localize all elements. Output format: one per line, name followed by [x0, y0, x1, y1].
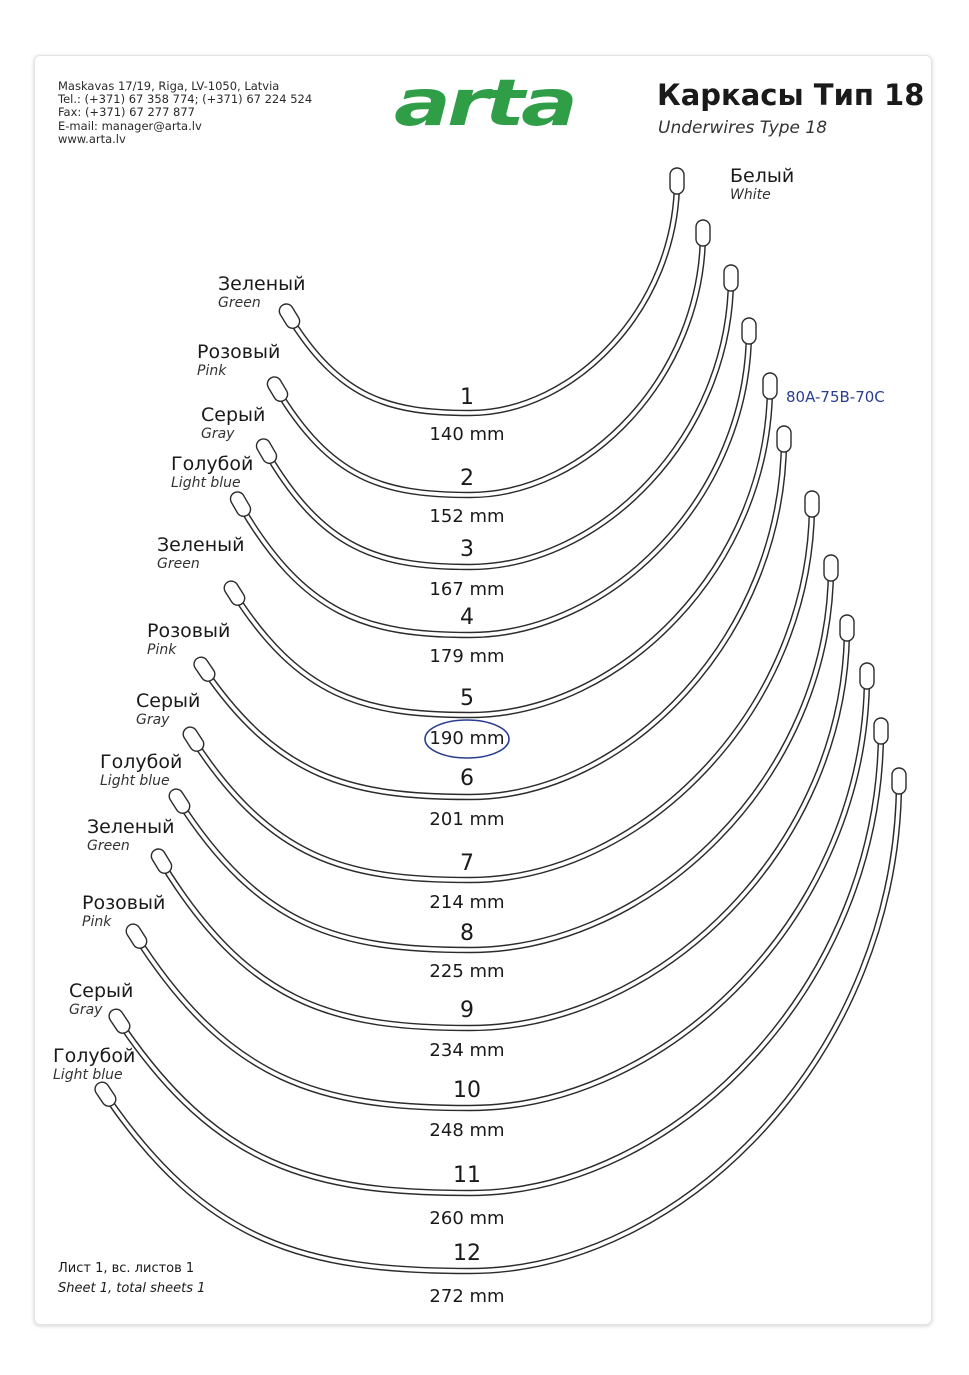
- website-line: www.arta.lv: [58, 131, 126, 146]
- color-ru: Розовый: [147, 620, 231, 642]
- underwire-tip-right: [696, 220, 710, 246]
- underwire-tip-right: [860, 663, 874, 689]
- color-ru: Серый: [69, 980, 134, 1002]
- email-line: E-mail: manager@arta.lv: [58, 118, 202, 133]
- color-en: Pink: [82, 914, 112, 930]
- fax-line: Fax: (+371) 67 277 877: [58, 105, 196, 120]
- wire-length: 179 mm: [429, 646, 505, 667]
- underwire-core-1: [288, 180, 677, 413]
- underwire-tip-right: [892, 768, 906, 794]
- color-label-wire-8: [100, 752, 182, 789]
- wire-length: 225 mm: [429, 961, 505, 982]
- color-label-wire-6: [147, 621, 230, 658]
- wire-length: 152 mm: [429, 506, 505, 527]
- underwire-core-2: [276, 232, 703, 495]
- wire-number: 2: [460, 466, 474, 491]
- wire-length: 272 mm: [429, 1286, 505, 1307]
- brand-wordmark: arta: [394, 75, 574, 137]
- color-label-wire-2: [197, 342, 280, 379]
- color-en: Gray: [201, 426, 235, 442]
- color-en: Green: [218, 295, 261, 311]
- color-ru: Зеленый: [157, 534, 245, 556]
- wire-length: 201 mm: [429, 809, 505, 830]
- underwire-tip-right: [742, 318, 756, 344]
- wire-number: 5: [460, 686, 474, 711]
- color-ru: Голубой: [53, 1045, 136, 1067]
- color-ru: Зеленый: [218, 273, 306, 295]
- color-en: Light blue: [53, 1067, 123, 1083]
- color-ru: Голубой: [100, 751, 183, 773]
- underwire-tip-right: [824, 555, 838, 581]
- color-label-wire-10: [82, 893, 165, 930]
- color-label-wire-4: [171, 454, 253, 491]
- color-en: Gray: [136, 712, 170, 728]
- wire-number: 3: [460, 537, 474, 562]
- color-en: Gray: [69, 1002, 103, 1018]
- wire-number: 4: [460, 605, 474, 630]
- color-ru: Серый: [201, 404, 266, 426]
- underwire-tip-right: [874, 718, 888, 744]
- underwire-tip-right: [724, 265, 738, 291]
- color-ru: Розовый: [82, 892, 166, 914]
- wire-number: 8: [460, 921, 474, 946]
- wire-length: 260 mm: [429, 1208, 505, 1229]
- color-label-wire-9: [87, 817, 174, 854]
- wire-length: 167 mm: [429, 579, 505, 600]
- wire-number: 11: [453, 1163, 481, 1188]
- footer-en: Sheet 1, total sheets 1: [58, 1281, 206, 1296]
- underwire-outline-2: [276, 232, 703, 495]
- phone-line: Tel.: (+371) 67 358 774; (+371) 67 224 524: [58, 92, 313, 107]
- color-en: Green: [157, 556, 200, 572]
- color-ru: Розовый: [197, 341, 281, 363]
- page-title: Каркасы Тип 18: [657, 78, 925, 112]
- wire-number: 10: [453, 1078, 481, 1103]
- wire-number: 6: [460, 766, 474, 791]
- wire-length: 140 mm: [429, 424, 505, 445]
- color-en: Light blue: [100, 773, 170, 789]
- color-label-wire-3: [201, 405, 265, 442]
- underwire-tip-right: [763, 373, 777, 399]
- color-label-wire-5: [157, 535, 244, 572]
- address-line: Maskavas 17/19, Riga, LV-1050, Latvia: [58, 79, 280, 93]
- footer-ru: Лист 1, вс. листов 1: [58, 1261, 195, 1276]
- color-ru: Голубой: [171, 453, 254, 475]
- color-en: Light blue: [171, 475, 241, 491]
- right-color-ru: Белый: [730, 165, 795, 187]
- wire-number: 7: [460, 851, 474, 876]
- wire-number: 9: [460, 998, 474, 1023]
- size-annotation: 80A-75B-70C: [786, 388, 885, 406]
- right-color-en: White: [730, 187, 771, 203]
- color-label-wire-1: [218, 274, 305, 311]
- color-label-wire-7: [136, 691, 200, 728]
- page-subtitle: Underwires Type 18: [658, 118, 828, 138]
- sheet-footer: [58, 1259, 205, 1299]
- wire-length: 234 mm: [429, 1040, 505, 1061]
- underwire-outline-1: [288, 180, 677, 413]
- wire-number: 1: [460, 385, 474, 410]
- underwire-tip-right: [805, 491, 819, 517]
- wire-length: 248 mm: [429, 1120, 505, 1141]
- color-ru: Серый: [136, 690, 201, 712]
- wire-length-highlighted: 190 mm: [429, 728, 505, 749]
- color-label-wire-11: [69, 981, 133, 1018]
- color-label-wire-12: [53, 1046, 135, 1083]
- right-color-label: [730, 166, 794, 203]
- color-en: Pink: [197, 363, 227, 379]
- underwire-tip-right: [777, 426, 791, 452]
- wire-length: 214 mm: [429, 892, 505, 913]
- underwire-tip-right: [840, 615, 854, 641]
- color-en: Green: [87, 838, 130, 854]
- underwire-tip-right: [670, 168, 684, 194]
- color-ru: Зеленый: [87, 816, 175, 838]
- color-en: Pink: [147, 642, 177, 658]
- wire-number: 12: [453, 1241, 481, 1266]
